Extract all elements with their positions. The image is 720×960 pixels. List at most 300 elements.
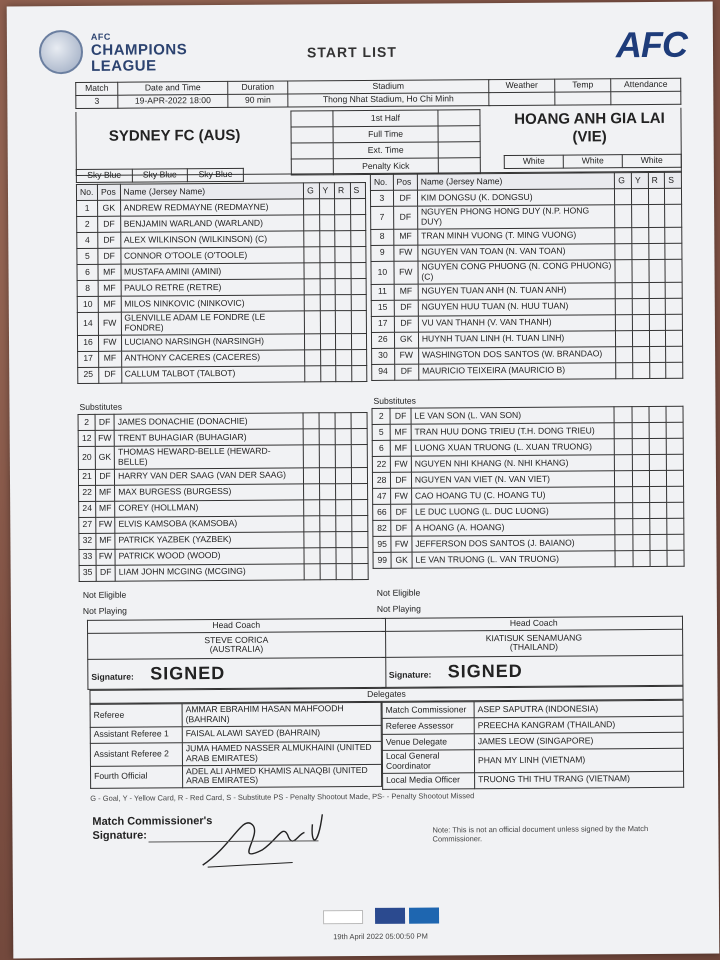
away-kit-shirt: White <box>504 155 563 168</box>
player-goals-cell <box>615 243 632 259</box>
period-1st-half: 1st Half <box>333 110 438 127</box>
afc-champions-league-logo <box>39 29 209 82</box>
player-red-cell <box>649 422 666 438</box>
player-goals-cell <box>615 503 632 519</box>
col-sub: S <box>350 182 366 198</box>
player-name: NGUYEN CONG PHUONG (N. CONG PHUONG) (C) <box>418 259 616 283</box>
player-yellow-cell <box>319 247 335 263</box>
player-position: DF <box>394 300 418 316</box>
away-kit-socks: White <box>622 154 681 167</box>
player-number: 24 <box>79 501 96 517</box>
player-position: DF <box>98 248 121 264</box>
player-red-cell <box>650 550 667 566</box>
home-kit-socks: Sky Blue <box>188 168 244 181</box>
player-name: MAURICIO TEIXEIRA (MAURICIO B) <box>419 362 617 379</box>
player-yellow-cell <box>319 413 335 429</box>
player-yellow-cell <box>632 330 649 346</box>
player-sub-cell <box>351 412 367 428</box>
player-sub-cell <box>352 499 368 515</box>
delegate-row <box>90 741 381 766</box>
player-number: 7 <box>371 206 394 229</box>
player-number: 22 <box>79 485 96 501</box>
player-yellow-cell <box>320 483 336 499</box>
delegate-role: Referee Assessor <box>382 718 474 735</box>
player-yellow-cell <box>320 365 336 381</box>
player-goals-cell <box>615 519 632 535</box>
player-sub-cell <box>350 262 366 278</box>
player-row <box>371 259 682 284</box>
player-red-cell <box>336 499 352 515</box>
player-position: DF <box>96 565 115 581</box>
player-position: MF <box>96 501 115 517</box>
attendance-label: Attendance <box>611 78 681 91</box>
player-red-cell <box>648 227 665 243</box>
delegate-role: Venue Delegate <box>382 734 474 751</box>
player-red-cell <box>336 365 352 381</box>
player-sub-cell <box>666 454 683 470</box>
player-red-cell <box>649 282 666 298</box>
player-yellow-cell <box>632 439 649 455</box>
player-name: LUCIANO NARSINGH (NARSINGH) <box>121 334 305 351</box>
player-sub-cell <box>666 406 683 422</box>
player-number: 33 <box>79 549 96 565</box>
away-team-name-line1: HOANG ANH GIA LAI <box>514 109 665 128</box>
player-name: MAX BURGESS (BURGESS) <box>115 484 304 501</box>
home-substitutes-label: Substitutes <box>79 401 123 412</box>
player-yellow-cell <box>631 189 648 205</box>
player-yellow-cell <box>632 535 649 551</box>
player-sub-cell <box>351 333 367 349</box>
attendance-value <box>611 91 681 104</box>
player-name: TRAN MINH VUONG (T. MING VUONG) <box>418 227 616 244</box>
player-name: ELVIS KAMSOBA (KAMSOBA) <box>115 516 304 533</box>
home-not-eligible-label: Not Eligible <box>82 589 127 600</box>
player-name: KIM DONGSU (K. DONGSU) <box>417 189 615 206</box>
player-number: 25 <box>78 367 99 383</box>
player-position: FW <box>98 335 121 351</box>
player-position: MF <box>96 533 115 549</box>
player-sub-cell <box>665 188 682 204</box>
player-number: 66 <box>373 504 391 520</box>
player-yellow-cell <box>320 563 336 579</box>
player-sub-cell <box>666 330 683 346</box>
player-red-cell <box>336 349 352 365</box>
player-sub-cell <box>352 563 368 579</box>
player-name: NGUYEN VAN VIET (N. VAN VIET) <box>411 471 615 488</box>
period-ext-time: Ext. Time <box>333 142 438 159</box>
player-name: LIAM JOHN MCGING (MCGING) <box>115 564 304 581</box>
col-sub: S <box>665 172 682 188</box>
player-red-cell <box>336 333 352 349</box>
player-position: FW <box>96 517 115 533</box>
delegate-role: Fourth Official <box>90 765 182 788</box>
player-goals-cell <box>304 199 320 215</box>
away-substitutes-table <box>371 406 684 569</box>
player-sub-cell <box>666 346 683 362</box>
player-yellow-cell <box>632 519 649 535</box>
delegate-role: Referee <box>90 704 182 727</box>
player-sub-cell <box>351 278 367 294</box>
player-position: FW <box>393 245 417 261</box>
player-name: LE VAN SON (L. VAN SON) <box>411 407 615 424</box>
player-position: DF <box>98 232 121 248</box>
away-head-coach-country: (THAILAND) <box>509 642 559 653</box>
stadium-label: Stadium <box>288 80 489 94</box>
player-red-cell <box>649 298 666 314</box>
player-position: FW <box>96 549 115 565</box>
player-red-cell <box>335 445 351 468</box>
player-yellow-cell <box>632 423 649 439</box>
trophy-ball-icon <box>39 30 83 74</box>
player-position: MF <box>391 440 412 456</box>
player-name: HUYNH TUAN LINH (H. TUAN LINH) <box>418 330 616 347</box>
player-goals-cell <box>615 205 632 228</box>
player-sub-cell <box>350 214 366 230</box>
player-yellow-cell <box>320 311 336 334</box>
player-red-cell <box>336 547 352 563</box>
player-sub-cell <box>665 282 682 298</box>
duration-label: Duration <box>228 81 288 94</box>
player-number: 9 <box>371 245 394 261</box>
player-name: NGUYEN TUAN ANH (N. TUAN ANH) <box>418 282 616 299</box>
player-number: 17 <box>78 351 99 367</box>
player-name: NGUYEN HUU TUAN (N. HUU TUAN) <box>418 298 616 315</box>
player-goals-cell <box>616 330 633 346</box>
player-name: CALLUM TALBOT (TALBOT) <box>121 366 305 383</box>
player-number: 35 <box>79 565 96 581</box>
player-position: FW <box>394 261 418 284</box>
player-goals-cell <box>304 247 320 263</box>
player-sub-cell <box>667 518 684 534</box>
player-goals-cell <box>616 346 633 362</box>
player-sub-cell <box>667 550 684 566</box>
player-sub-cell <box>665 243 682 259</box>
player-red-cell <box>335 247 351 263</box>
logo-text-afc: AFC <box>90 31 111 42</box>
player-name: NGUYEN VAN TOAN (N. VAN TOAN) <box>418 243 616 260</box>
away-not-eligible-label: Not Eligible <box>376 587 421 598</box>
player-name: JAMES DONACHIE (DONACHIE) <box>114 413 303 430</box>
player-sub-cell <box>666 502 683 518</box>
player-number: 17 <box>371 316 394 332</box>
player-yellow-cell <box>319 445 335 468</box>
player-yellow-cell <box>632 298 649 314</box>
player-red-cell <box>335 231 351 247</box>
match-date-time: 19-APR-2022 18:00 <box>118 94 228 108</box>
player-yellow-cell <box>320 295 336 311</box>
player-yellow-cell <box>319 215 335 231</box>
player-position: FW <box>391 488 412 504</box>
player-goals-cell <box>304 516 320 532</box>
afc-brand-logo: AFC <box>615 23 688 66</box>
player-red-cell <box>336 483 352 499</box>
delegate-name: PREECHA KANGRAM (THAILAND) <box>474 716 683 733</box>
date-time-label: Date and Time <box>118 81 228 95</box>
player-sub-cell <box>352 547 368 563</box>
col-red: R <box>334 183 350 199</box>
player-red-cell <box>336 563 352 579</box>
col-goals: G <box>304 183 320 199</box>
player-sub-cell <box>352 531 368 547</box>
player-position: DF <box>394 364 418 380</box>
player-goals-cell <box>304 295 320 311</box>
player-goals-cell <box>304 279 320 295</box>
player-goals-cell <box>614 407 631 423</box>
player-sub-cell <box>666 314 683 330</box>
player-goals-cell <box>615 259 632 282</box>
player-red-cell <box>335 311 351 334</box>
player-position: DF <box>98 216 121 232</box>
delegate-role: Assistant Referee 2 <box>90 743 182 766</box>
player-goals-cell <box>304 231 320 247</box>
player-sub-cell <box>351 349 367 365</box>
delegate-name: FAISAL ALAWI SAYED (BAHRAIN) <box>182 725 381 742</box>
col-no: No. <box>370 174 393 190</box>
delegate-name: TRUONG THI THU TRANG (VIETNAM) <box>475 771 684 788</box>
player-name: VU VAN THANH (V. VAN THANH) <box>418 314 616 331</box>
delegate-role: Local Media Officer <box>383 772 475 789</box>
player-name: TRENT BUHAGIAR (BUHAGIAR) <box>114 429 303 446</box>
period-full-time: Full Time <box>333 126 438 143</box>
player-yellow-cell <box>320 263 336 279</box>
player-sub-cell <box>666 422 683 438</box>
col-yellow: Y <box>631 173 648 189</box>
player-sub-cell <box>351 365 367 381</box>
home-not-playing-label: Not Playing <box>82 605 127 616</box>
player-red-cell <box>335 215 351 231</box>
player-name: JEFFERSON DOS SANTOS (J. BAIANO) <box>412 535 616 552</box>
col-no: No. <box>76 184 97 200</box>
player-goals-cell <box>616 362 633 378</box>
head-coach-table <box>87 616 683 690</box>
player-goals-cell <box>304 484 320 500</box>
col-name: Name (Jersey Name) <box>417 173 615 190</box>
player-row <box>371 204 682 229</box>
delegate-name: AMMAR EBRAHIM HASAN MAHFOODH (BAHRAIN) <box>182 702 381 726</box>
player-number: 10 <box>371 261 394 284</box>
player-position: GK <box>391 552 412 568</box>
player-sub-cell <box>666 438 683 454</box>
sponsor-logo-3 <box>409 907 439 923</box>
player-name: CONNOR O'TOOLE (O'TOOLE) <box>120 247 304 264</box>
player-row <box>79 563 368 581</box>
player-yellow-cell <box>320 499 336 515</box>
player-red-cell <box>649 486 666 502</box>
temp-label: Temp <box>555 79 611 92</box>
player-goals-cell <box>615 535 632 551</box>
player-yellow-cell <box>632 503 649 519</box>
player-red-cell <box>336 531 352 547</box>
player-sub-cell <box>665 259 682 282</box>
player-position: DF <box>95 414 114 430</box>
player-yellow-cell <box>320 515 336 531</box>
player-goals-cell <box>615 487 632 503</box>
period-penalty-kick: Penalty Kick <box>333 158 438 175</box>
player-position: MF <box>98 296 121 312</box>
player-row <box>78 365 367 383</box>
player-goals-cell <box>616 298 633 314</box>
player-name: LE DUC LUONG (L. DUC LUONG) <box>412 503 616 520</box>
home-head-coach-country: (AUSTRALIA) <box>209 644 264 655</box>
away-head-coach-label: Head Coach <box>385 616 683 631</box>
player-red-cell <box>649 330 666 346</box>
player-position: GK <box>394 332 418 348</box>
player-position: DF <box>394 316 418 332</box>
player-red-cell <box>649 346 666 362</box>
delegate-role: Assistant Referee 1 <box>90 727 182 744</box>
player-number: 2 <box>77 216 98 232</box>
player-red-cell <box>649 438 666 454</box>
delegate-row <box>382 748 683 773</box>
delegate-name: PHAN MY LINH (VIETNAM) <box>474 748 683 772</box>
player-number: 82 <box>373 520 391 536</box>
home-kit-shorts: Sky Blue <box>132 169 188 182</box>
player-red-cell <box>649 314 666 330</box>
player-position: MF <box>393 229 417 245</box>
player-sub-cell <box>350 230 366 246</box>
away-not-playing-label: Not Playing <box>376 603 421 614</box>
player-sub-cell <box>350 246 366 262</box>
player-goals-cell <box>616 282 633 298</box>
player-sub-cell <box>351 294 367 310</box>
player-red-cell <box>335 263 351 279</box>
player-name: GLENVILLE ADAM LE FONDRE (LE FONDRE) <box>121 311 305 335</box>
player-number: 20 <box>78 446 95 469</box>
player-sub-cell <box>665 204 682 227</box>
player-goals-cell <box>304 548 320 564</box>
player-name: TRAN HUU DONG TRIEU (T.H. DONG TRIEU) <box>411 423 615 440</box>
home-head-coach-label: Head Coach <box>87 618 385 633</box>
player-position: DF <box>95 469 114 485</box>
stadium-name: Thong Nhat Stadium, Ho Chi Minh <box>288 92 489 106</box>
player-goals-cell <box>303 429 319 445</box>
player-name: MUSTAFA AMINI (AMINI) <box>120 263 304 280</box>
delegates-right-table <box>382 700 685 790</box>
player-goals-cell <box>303 413 319 429</box>
player-yellow-cell <box>632 205 649 228</box>
player-row <box>373 550 684 568</box>
player-yellow-cell <box>632 407 649 423</box>
document-title: START LIST <box>306 43 397 61</box>
player-position: MF <box>98 280 121 296</box>
away-kit-table <box>504 154 682 169</box>
player-red-cell <box>649 502 666 518</box>
away-kit-shorts: White <box>563 155 622 168</box>
player-goals-cell <box>304 500 320 516</box>
player-yellow-cell <box>320 531 336 547</box>
player-number: 27 <box>79 517 96 533</box>
player-name: COREY (HOLLMAN) <box>115 500 304 517</box>
player-sub-cell <box>351 444 367 467</box>
start-list-sheet <box>7 2 720 959</box>
player-red-cell <box>648 188 665 204</box>
delegate-row <box>90 764 381 789</box>
away-starters-table <box>370 172 683 381</box>
player-row <box>372 362 683 380</box>
commissioner-signature-label-2: Signature: <box>92 829 147 842</box>
home-signature-label: Signature: <box>91 671 134 682</box>
player-sub-cell <box>666 470 683 486</box>
player-name: CAO HOANG TU (C. HOANG TU) <box>411 487 615 504</box>
player-sub-cell <box>351 310 367 333</box>
player-name: WASHINGTON DOS SANTOS (W. BRANDAO) <box>418 346 616 363</box>
print-timestamp: 19th April 2022 05:00:50 PM <box>333 931 428 942</box>
player-red-cell <box>649 243 666 259</box>
home-head-coach-name: STEVE CORICA <box>204 634 269 645</box>
col-red: R <box>648 172 665 188</box>
player-number: 11 <box>371 284 394 300</box>
delegates-title: Delegates <box>90 686 683 703</box>
player-number: 2 <box>78 414 95 430</box>
player-position: MF <box>96 485 115 501</box>
player-yellow-cell <box>632 455 649 471</box>
player-red-cell <box>336 467 352 483</box>
player-red-cell <box>649 259 666 282</box>
player-position: MF <box>390 424 411 440</box>
player-red-cell <box>649 406 666 422</box>
col-yellow: Y <box>319 183 335 199</box>
player-goals-cell <box>304 468 320 484</box>
player-yellow-cell <box>319 429 335 445</box>
player-number: 6 <box>77 264 98 280</box>
player-number: 5 <box>372 424 390 440</box>
player-goals-cell <box>304 311 320 334</box>
delegate-name: JAMES LEOW (SINGAPORE) <box>474 732 683 749</box>
sponsor-logo-2 <box>375 908 405 924</box>
player-yellow-cell <box>633 551 650 567</box>
delegates-left-table <box>90 702 383 789</box>
player-yellow-cell <box>632 259 649 282</box>
player-name: HARRY VAN DER SAAG (VAN DER SAAG) <box>115 468 304 485</box>
player-goals-cell <box>616 314 633 330</box>
player-position: MF <box>99 351 122 367</box>
player-red-cell <box>335 279 351 295</box>
player-red-cell <box>649 362 666 378</box>
player-yellow-cell <box>320 333 336 349</box>
player-goals-cell <box>304 215 320 231</box>
player-yellow-cell <box>633 362 650 378</box>
delegate-role: Local General Coordinator <box>382 750 474 773</box>
away-signature-label: Signature: <box>388 669 432 680</box>
player-number: 5 <box>77 248 98 264</box>
player-number: 21 <box>78 469 95 485</box>
player-name: LE VAN TRUONG (L. VAN TRUONG) <box>412 551 616 568</box>
player-position: GK <box>95 446 114 469</box>
player-red-cell <box>649 470 666 486</box>
col-goals: G <box>615 173 632 189</box>
player-goals-cell <box>615 439 632 455</box>
player-red-cell <box>650 534 667 550</box>
player-yellow-cell <box>319 231 335 247</box>
player-yellow-cell <box>633 346 650 362</box>
player-red-cell <box>336 515 352 531</box>
player-sub-cell <box>350 198 366 214</box>
periods-grid <box>290 109 480 174</box>
player-name: ANDREW REDMAYNE (REDMAYNE) <box>120 199 304 216</box>
player-red-cell <box>335 429 351 445</box>
player-number: 22 <box>372 456 390 472</box>
delegate-role: Match Commissioner <box>382 702 474 719</box>
home-substitutes-table <box>78 412 369 582</box>
player-name: PATRICK WOOD (WOOD) <box>115 548 304 565</box>
away-head-coach-name: KIATISUK SENAMUANG <box>485 631 583 643</box>
player-number: 99 <box>373 552 391 568</box>
player-name: MILOS NINKOVIC (NINKOVIC) <box>121 295 305 312</box>
commissioner-signature-label-1: Match Commissioner's <box>92 815 213 828</box>
player-goals-cell <box>305 334 321 350</box>
player-red-cell <box>649 518 666 534</box>
player-red-cell <box>335 295 351 311</box>
